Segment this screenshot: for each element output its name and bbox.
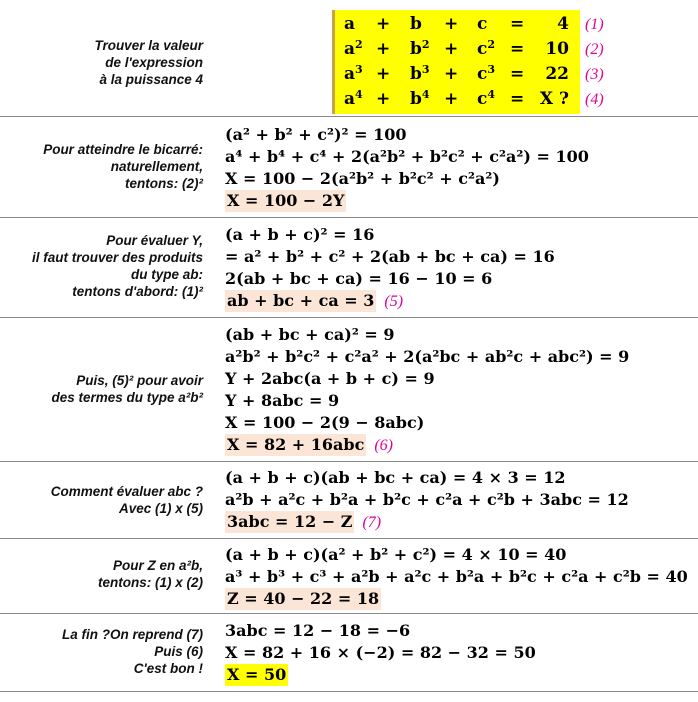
section-label-line: du type ab:	[130, 267, 203, 282]
highlighted-result: X = 100 − 2Y	[227, 191, 345, 210]
math-line	[225, 224, 555, 246]
section-label-line: Pour atteindre le bicarré:	[43, 142, 203, 157]
equation-rhs: 22	[545, 64, 569, 84]
section-math	[225, 324, 629, 456]
section-label-line: tentons: (1) x (2)	[97, 575, 203, 590]
math-text: a⁴ + b⁴ + c⁴ + 2(a²b² + b²c² + c²a²) = 100	[225, 147, 589, 166]
math-text: X = 100 − 2(9 − 8abc)	[225, 413, 425, 432]
section-label	[0, 483, 203, 517]
math-text: (ab + bc + ca)² = 9	[225, 325, 395, 344]
equation-number: (4)	[585, 91, 604, 108]
section-label-line: Pour Z en a²b,	[112, 558, 203, 573]
equation-row	[332, 89, 577, 113]
math-line	[225, 268, 555, 290]
section-label-line: C'est bon !	[133, 661, 203, 676]
math-line	[225, 168, 589, 190]
math-text: 3abc = 12 − 18 = −6	[225, 621, 411, 640]
math-line	[225, 588, 688, 610]
equation-row	[332, 14, 577, 38]
section-divider	[0, 217, 698, 218]
section-label-line: des termes du type a²b²	[51, 390, 203, 405]
equation-operator: +	[376, 39, 391, 59]
equation-row	[332, 64, 577, 88]
equation-term: a	[344, 14, 356, 34]
equation-rhs: X ?	[539, 89, 569, 109]
section-label-line: La fin ?On reprend (7)	[61, 627, 203, 642]
equation-operator: =	[510, 64, 525, 84]
math-line	[225, 489, 629, 511]
math-text: (a² + b² + c²)² = 100	[225, 125, 407, 144]
equation-term: $c^2$	[477, 38, 496, 59]
math-line	[225, 620, 536, 642]
math-text: (a + b + c)(a² + b² + c²) = 4 × 10 = 40	[225, 545, 567, 564]
equation-operator: +	[444, 39, 459, 59]
math-line	[225, 544, 688, 566]
section-divider	[0, 461, 698, 462]
math-line	[225, 511, 629, 533]
section-label-line: Comment évaluer abc ?	[50, 484, 203, 499]
math-text: X = 100 − 2(a²b² + b²c² + c²a²)	[225, 169, 500, 188]
equation-operator: +	[444, 64, 459, 84]
equation-term: $a^4$	[344, 88, 363, 109]
math-text: X = 82 + 16 × (−2) = 82 − 32 = 50	[225, 643, 536, 662]
math-line	[225, 124, 589, 146]
header-label	[20, 37, 203, 88]
equation-number: (5)	[384, 293, 404, 310]
section-label-line: naturellement,	[110, 159, 203, 174]
math-line	[225, 566, 688, 588]
section-divider	[0, 116, 698, 117]
section-label	[0, 372, 203, 406]
equation-operator: +	[444, 14, 459, 34]
section-label-line: Pour évaluer Y,	[106, 233, 203, 248]
highlighted-result: X = 50	[227, 665, 287, 684]
equation-term: $c^3$	[477, 63, 496, 84]
highlighted-result: 3abc = 12 − Z	[227, 512, 353, 531]
equation-number: (2)	[585, 41, 604, 58]
highlighted-result: ab + bc + ca = 3	[227, 291, 375, 310]
math-text: a²b² + b²c² + c²a² + 2(a²bc + ab²c + abc²) = 9	[225, 347, 630, 366]
equation-number: (1)	[585, 16, 604, 33]
section-math	[225, 467, 629, 533]
math-text: a²b + a²c + b²a + b²c + c²a + c²b + 3abc = 12	[225, 490, 629, 509]
math-line	[225, 290, 555, 312]
equation-operator: =	[510, 89, 525, 109]
equation-number: (7)	[362, 514, 382, 531]
equation-operator: +	[444, 89, 459, 109]
equation-number: (3)	[585, 66, 604, 83]
equation-term: $c^4$	[477, 88, 496, 109]
math-line	[225, 642, 536, 664]
math-line	[225, 368, 629, 390]
math-text: (a + b + c)² = 16	[225, 225, 375, 244]
equation-term: $a^2$	[344, 38, 363, 59]
header-label-line: de l'expression	[105, 55, 203, 70]
equation-number: (6)	[374, 437, 393, 454]
highlighted-result: X = 82 + 16abc	[227, 435, 365, 454]
section-label-line: Puis, (5)² pour avoir	[76, 373, 203, 388]
section-label	[0, 232, 203, 300]
section-label	[0, 557, 203, 591]
math-text: (a + b + c)(ab + bc + ca) = 4 × 3 = 12	[225, 468, 566, 487]
math-line	[225, 434, 629, 456]
equation-operator: =	[510, 39, 525, 59]
math-line	[225, 390, 629, 412]
section-math	[225, 224, 555, 312]
section-label-line: Avec (1) x (5)	[118, 501, 203, 516]
equation-term: $a^3$	[344, 63, 363, 84]
equation-row	[332, 39, 577, 63]
equation-operator: =	[510, 14, 525, 34]
equation-rhs: 10	[545, 39, 569, 59]
section-divider	[0, 613, 698, 614]
section-divider	[0, 538, 698, 539]
section-label	[0, 626, 203, 677]
math-line	[225, 664, 536, 686]
section-math	[225, 620, 536, 686]
equation-rhs: 4	[557, 14, 569, 34]
section-label-line: tentons: (2)²	[125, 176, 203, 191]
equation-term: c	[477, 14, 488, 34]
math-line	[225, 467, 629, 489]
math-line	[225, 346, 629, 368]
math-text: a³ + b³ + c³ + a²b + a²c + b²a + b²c + c²a + c²b = 40	[225, 567, 688, 586]
math-text: 2(ab + bc + ca) = 16 − 10 = 6	[225, 269, 493, 288]
highlighted-result: Z = 40 − 22 = 18	[227, 589, 380, 608]
header-label-line: à la puissance 4	[99, 72, 203, 87]
equation-operator: +	[376, 64, 391, 84]
section-label-line: tentons d'abord: (1)²	[72, 284, 203, 299]
math-line	[225, 412, 629, 434]
math-line	[225, 324, 629, 346]
section-divider	[0, 691, 698, 692]
section-label-line: Puis (6)	[154, 644, 203, 659]
math-line	[225, 246, 555, 268]
equation-operator: +	[376, 14, 391, 34]
equation-operator: +	[376, 89, 391, 109]
section-label-line: il faut trouver des produits	[31, 250, 203, 265]
section-label	[0, 141, 203, 192]
equation-term: $b^3$	[410, 63, 430, 84]
section-math	[225, 124, 589, 212]
math-text: Y + 8abc = 9	[225, 391, 340, 410]
equation-term: $b^4$	[410, 88, 430, 109]
math-line	[225, 190, 589, 212]
equation-term: b	[410, 14, 422, 34]
math-text: = a² + b² + c² + 2(ab + bc + ca) = 16	[225, 247, 555, 266]
header-label-line: Trouver la valeur	[94, 38, 203, 53]
math-line	[225, 146, 589, 168]
equation-term: $b^2$	[410, 38, 430, 59]
section-math	[225, 544, 688, 610]
math-text: Y + 2abc(a + b + c) = 9	[225, 369, 435, 388]
section-divider	[0, 317, 698, 318]
